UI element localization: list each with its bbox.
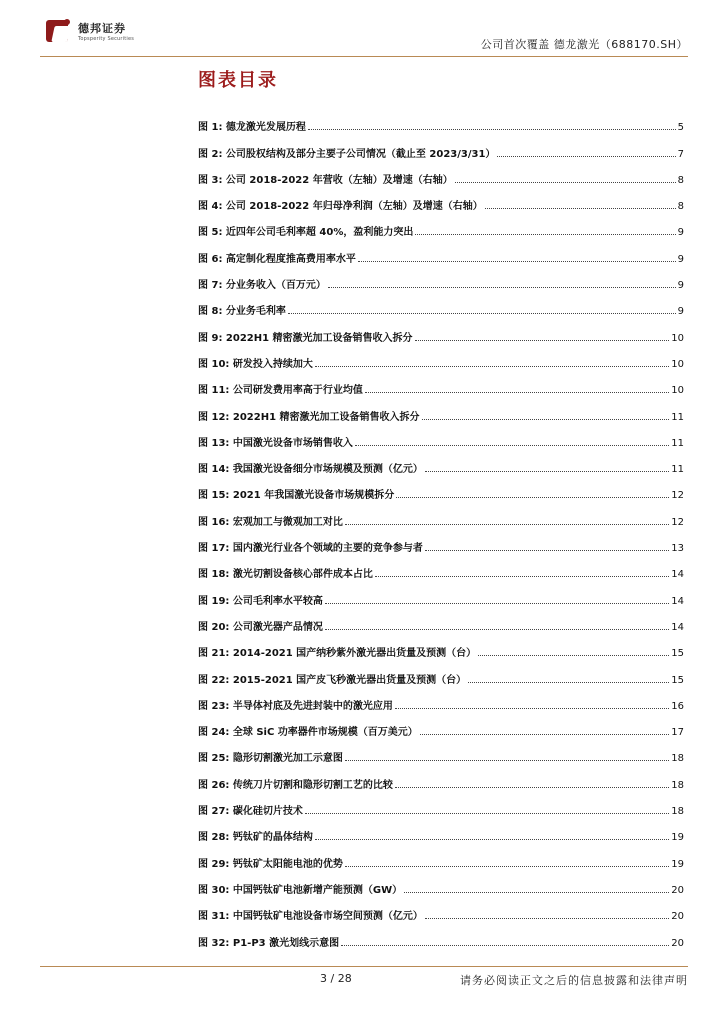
toc-entry[interactable]: [198, 659, 684, 685]
toc-entry-page: 9: [677, 280, 684, 292]
toc-entry-page: 10: [671, 358, 684, 370]
toc-entry[interactable]: [198, 423, 684, 449]
toc-entry-label: 图 32: P1-P3 激光划线示意图: [198, 937, 340, 949]
toc-entry-page: 19: [671, 858, 684, 870]
toc-leader-dots: [345, 866, 669, 867]
logo-en-text: Topsperity Securities: [78, 35, 135, 42]
toc-entry[interactable]: [198, 212, 684, 238]
toc-entry-label: 图 4: 公司 2018-2022 年归母净利润（左轴）及增速（右轴）: [198, 201, 483, 213]
toc-entry[interactable]: [198, 133, 684, 159]
toc-entry[interactable]: [198, 317, 684, 343]
toc-entry[interactable]: [198, 186, 684, 212]
toc-entry-label: 图 21: 2014-2021 国产纳秒紫外激光器出货量及预测（台）: [198, 648, 477, 660]
toc-leader-dots: [315, 839, 669, 840]
toc-entry-page: 15: [671, 648, 684, 660]
toc-entry[interactable]: [198, 633, 684, 659]
toc-entry-page: 5: [677, 122, 684, 134]
toc-entry-label: 图 9: 2022H1 精密激光加工设备销售收入拆分: [198, 332, 413, 344]
toc-entry[interactable]: [198, 449, 684, 475]
toc-entry-label: 图 24: 全球 SiC 功率器件市场规模（百万美元）: [198, 727, 418, 739]
toc-entry-page: 8: [677, 174, 684, 186]
toc-leader-dots: [425, 471, 669, 472]
toc-entry-page: 20: [671, 911, 684, 923]
toc-entry-page: 20: [671, 937, 684, 949]
toc-entry-label: 图 27: 碳化硅切片技术: [198, 806, 303, 818]
toc-entry-page: 17: [671, 727, 684, 739]
toc-entry[interactable]: [198, 107, 684, 133]
toc-entry-page: 14: [671, 595, 684, 607]
toc-entry-label: 图 15: 2021 年我国激光设备市场规模拆分: [198, 490, 395, 502]
toc-leader-dots: [315, 366, 669, 367]
toc-entry[interactable]: [198, 686, 684, 712]
toc-entry-page: 18: [671, 753, 684, 765]
toc-leader-dots: [396, 497, 669, 498]
toc-entry-page: 9: [677, 306, 684, 318]
toc-entry-label: 图 14: 我国激光设备细分市场规模及预测（亿元）: [198, 464, 423, 476]
toc-entry-page: 9: [677, 253, 684, 265]
toc-leader-dots: [425, 918, 669, 919]
toc-entry[interactable]: [198, 817, 684, 843]
toc-entry-page: 9: [677, 227, 684, 239]
toc-leader-dots: [345, 524, 669, 525]
toc-entry-page: 8: [677, 201, 684, 213]
toc-entry[interactable]: [198, 922, 684, 948]
toc-leader-dots: [420, 734, 669, 735]
toc-entry-label: 图 6: 高定制化程度推高费用率水平: [198, 253, 356, 265]
toc-leader-dots: [308, 129, 676, 130]
toc-entry-page: 12: [671, 516, 684, 528]
toc-leader-dots: [365, 392, 669, 393]
toc-entry[interactable]: [198, 843, 684, 869]
toc-leader-dots: [355, 445, 669, 446]
toc-entry-label: 图 17: 国内激光行业各个领域的主要的竞争参与者: [198, 543, 423, 555]
toc-entry[interactable]: [198, 607, 684, 633]
toc-entry-page: 18: [671, 806, 684, 818]
legal-disclaimer: 请务必阅读正文之后的信息披露和法律声明: [460, 974, 688, 987]
toc-entry[interactable]: [198, 238, 684, 264]
toc-entry-page: 20: [671, 884, 684, 896]
toc-entry-page: 13: [671, 543, 684, 555]
toc-leader-dots: [422, 419, 670, 420]
toc-leader-dots: [425, 550, 669, 551]
toc-entry-page: 15: [671, 674, 684, 686]
toc-entry-label: 图 31: 中国钙钛矿电池设备市场空间预测（亿元）: [198, 911, 423, 923]
toc-entry-label: 图 19: 公司毛利率水平较高: [198, 595, 323, 607]
logo-cn-text: 德邦证券: [78, 21, 126, 35]
toc-entry-label: 图 20: 公司激光器产品情况: [198, 621, 323, 633]
toc-entry-page: 11: [671, 437, 684, 449]
toc-entry[interactable]: [198, 580, 684, 606]
toc-entry-page: 14: [671, 569, 684, 581]
toc-leader-dots: [375, 576, 669, 577]
toc-leader-dots: [325, 629, 669, 630]
logo-icon: [44, 17, 74, 47]
toc-leader-dots: [415, 234, 675, 235]
page-title: 图表目录: [198, 70, 278, 91]
toc-entry-page: 10: [671, 332, 684, 344]
toc-leader-dots: [341, 945, 669, 946]
toc-entry-label: 图 12: 2022H1 精密激光加工设备销售收入拆分: [198, 411, 420, 423]
toc-leader-dots: [288, 313, 676, 314]
page-number: 3 / 28: [320, 972, 352, 985]
toc-entry[interactable]: [198, 370, 684, 396]
toc-entry-label: 图 13: 中国激光设备市场销售收入: [198, 437, 353, 449]
toc-entry[interactable]: [198, 344, 684, 370]
toc-entry-label: 图 10: 研发投入持续加大: [198, 358, 313, 370]
toc-leader-dots: [395, 708, 669, 709]
company-logo: [44, 14, 164, 50]
toc-entry[interactable]: [198, 528, 684, 554]
toc-entry[interactable]: [198, 554, 684, 580]
toc-entry-label: 图 23: 半导体衬底及先进封装中的激光应用: [198, 700, 393, 712]
toc-entry-label: 图 25: 隐形切割激光加工示意图: [198, 753, 343, 765]
header-divider: [40, 56, 688, 57]
toc-entry-page: 19: [671, 832, 684, 844]
toc-entry-label: 图 22: 2015-2021 国产皮飞秒激光器出货量及预测（台）: [198, 674, 467, 686]
toc-entry-label: 图 2: 公司股权结构及部分主要子公司情况（截止至 2023/3/31）: [198, 148, 496, 160]
toc-leader-dots: [305, 813, 669, 814]
toc-entry-label: 图 1: 德龙激光发展历程: [198, 122, 306, 134]
toc-entry-page: 18: [671, 779, 684, 791]
toc-entry-label: 图 26: 传统刀片切割和隐形切割工艺的比较: [198, 779, 393, 791]
toc-entry[interactable]: [198, 475, 684, 501]
toc-leader-dots: [328, 287, 676, 288]
toc-leader-dots: [478, 655, 669, 656]
toc-entry-label: 图 16: 宏观加工与微观加工对比: [198, 516, 343, 528]
toc-entry-label: 图 18: 激光切割设备核心部件成本占比: [198, 569, 373, 581]
toc-entry-page: 12: [671, 490, 684, 502]
toc-entry-page: 11: [671, 411, 684, 423]
toc-entry-page: 16: [671, 700, 684, 712]
toc-leader-dots: [325, 603, 669, 604]
toc-entry-label: 图 8: 分业务毛利率: [198, 306, 286, 318]
toc-leader-dots: [497, 156, 675, 157]
toc-entry-page: 14: [671, 621, 684, 633]
toc-leader-dots: [468, 682, 669, 683]
toc-entry[interactable]: [198, 764, 684, 790]
toc-entry-label: 图 29: 钙钛矿太阳能电池的优势: [198, 858, 343, 870]
toc-leader-dots: [455, 182, 676, 183]
toc-entry[interactable]: [198, 896, 684, 922]
toc-entry[interactable]: [198, 396, 684, 422]
toc-leader-dots: [415, 340, 670, 341]
toc-entry-label: 图 7: 分业务收入（百万元）: [198, 280, 326, 292]
toc-entry[interactable]: [198, 291, 684, 317]
toc-entry[interactable]: [198, 870, 684, 896]
toc-entry-label: 图 3: 公司 2018-2022 年营收（左轴）及增速（右轴）: [198, 174, 453, 186]
toc-entry[interactable]: [198, 791, 684, 817]
toc-leader-dots: [358, 261, 676, 262]
toc-entry-page: 10: [671, 385, 684, 397]
toc-entry[interactable]: [198, 265, 684, 291]
toc-entry[interactable]: [198, 160, 684, 186]
toc-entry-page: 7: [677, 148, 684, 160]
toc-entry-label: 图 11: 公司研发费用率高于行业均值: [198, 385, 363, 397]
toc-leader-dots: [395, 787, 669, 788]
toc-entry-label: 图 5: 近四年公司毛利率超 40%，盈利能力突出: [198, 227, 414, 239]
toc-entry-label: 图 30: 中国钙钛矿电池新增产能预测（GW）: [198, 884, 403, 896]
toc-entry[interactable]: [198, 712, 684, 738]
toc-leader-dots: [345, 760, 669, 761]
report-header-title: 公司首次覆盖 德龙激光（688170.SH）: [480, 38, 688, 51]
toc-entry-page: 11: [671, 464, 684, 476]
footer-divider: [40, 966, 688, 967]
figure-toc-list: [198, 107, 684, 949]
toc-leader-dots: [404, 892, 669, 893]
toc-entry[interactable]: [198, 501, 684, 527]
toc-entry[interactable]: [198, 738, 684, 764]
toc-leader-dots: [485, 208, 676, 209]
toc-entry-label: 图 28: 钙钛矿的晶体结构: [198, 832, 313, 844]
